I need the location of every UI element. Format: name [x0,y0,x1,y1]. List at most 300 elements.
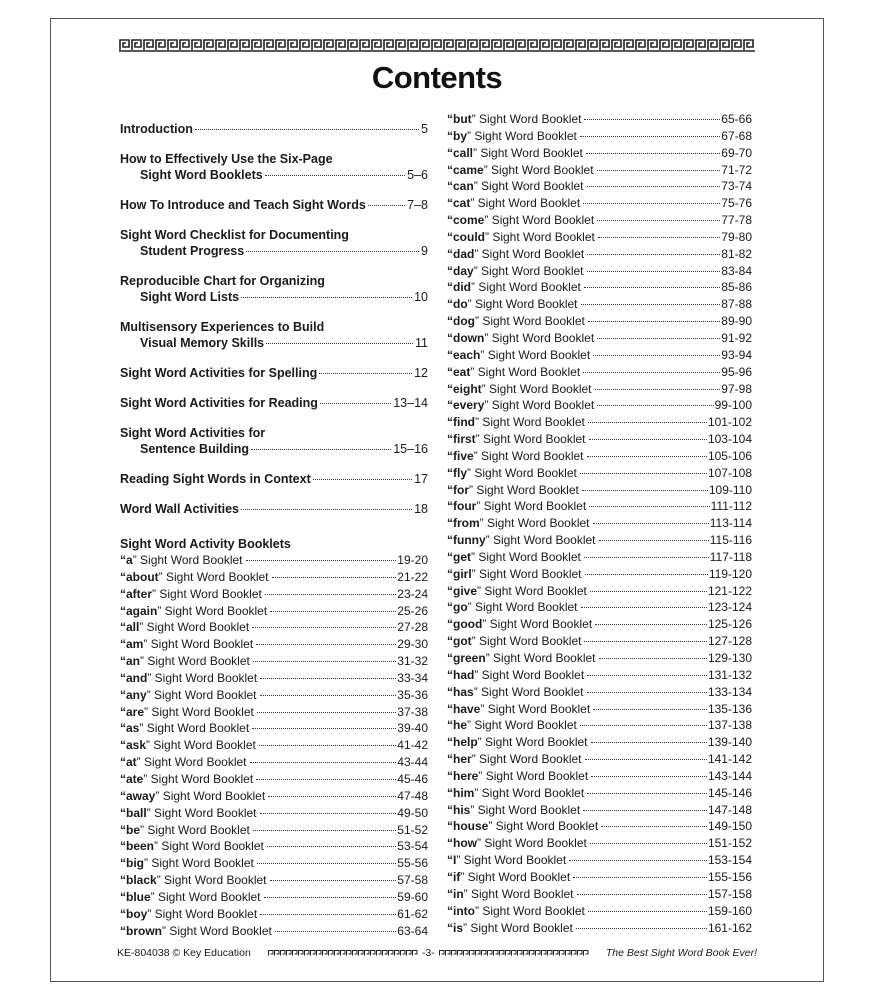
booklet-entry[interactable] [447,583,752,600]
dot-leader [259,745,396,746]
booklet-entry[interactable] [447,549,752,566]
booklet-label: ” Sight Word Booklet [157,603,268,618]
booklet-word: “did [447,280,471,295]
booklet-label: ” Sight Word Booklet [150,889,261,904]
booklet-label: ” Sight Word Booklet [140,822,250,837]
dot-leader [264,897,397,898]
booklet-pages: 155-156 [707,869,752,884]
booklet-entry[interactable] [447,212,752,229]
booklet-entry[interactable] [447,330,752,347]
booklet-entry[interactable] [447,751,752,768]
booklet-entry[interactable] [120,737,428,754]
booklet-label: ” Sight Word Booklet [155,788,266,803]
booklet-entry[interactable] [447,768,752,785]
booklet-label: ” Sight Word Booklet [471,280,581,295]
booklet-label: ” Sight Word Booklet [470,802,581,817]
dot-leader [587,254,720,255]
dot-leader [585,574,708,575]
booklet-entry[interactable] [447,414,752,431]
booklet-pages: 161-162 [707,920,752,935]
booklet-word: “are [120,704,145,719]
dot-leader [583,372,720,373]
booklet-label: ” Sight Word Booklet [479,516,590,531]
dot-leader [580,136,720,137]
booklet-pages: 97-98 [721,381,752,396]
booklet-word: “ate [120,771,144,786]
booklet-entry[interactable] [447,835,752,852]
booklet-entry[interactable] [447,145,752,162]
dot-leader [580,473,707,474]
toc-entry-line [120,441,428,457]
dot-leader [591,742,707,743]
booklet-entry[interactable] [120,586,428,603]
booklet-word: “got [447,634,472,649]
booklet-label: ” Sight Word Booklet [475,432,586,447]
dot-leader [252,728,396,729]
booklet-word: “into [447,903,475,918]
booklet-word: “how [447,836,477,851]
dot-leader [260,914,396,915]
booklet-word: “a [120,553,133,567]
booklet-word: “could [447,229,485,244]
toc-entry-title: Word Wall Activities [120,502,240,516]
toc-entry-title: Visual Memory Skills [140,336,265,350]
booklet-label: ” Sight Word Booklet [485,229,595,244]
booklet-entry[interactable] [120,872,428,889]
booklet-entry[interactable] [120,552,428,569]
toc-entry-page: 9 [421,244,428,258]
booklet-pages: 23-24 [397,586,428,601]
booklet-label: ” Sight Word Booklet [143,637,254,652]
booklet-entry[interactable] [447,599,752,616]
dot-leader [584,119,720,120]
toc-entry-page: 17 [414,472,428,486]
booklet-label: ” Sight Word Booklet [469,482,579,497]
booklet-word: “blue [120,889,151,904]
toc-entry-line [120,395,428,411]
toc-entry[interactable] [120,425,428,457]
booklet-entry[interactable] [447,229,752,246]
booklet-word: “for [447,482,469,497]
dot-leader [587,186,721,187]
dot-leader [587,692,707,693]
booklet-pages: 99-100 [714,398,752,413]
booklet-word: “four [447,499,477,514]
booklet-label: ” Sight Word Booklet [475,415,585,430]
booklet-pages: 151-152 [707,836,752,851]
booklet-entry[interactable] [447,465,752,482]
toc-entry-line [120,365,428,381]
toc-entry-line [120,425,428,441]
booklet-entry[interactable] [447,178,752,195]
booklet-word: “day [447,263,474,278]
booklet-word: “go [447,600,468,615]
booklet-word: “has [447,684,474,699]
booklet-pages: 109-110 [708,482,752,497]
booklet-entry[interactable] [447,381,752,398]
dot-leader [587,675,707,676]
toc-entry[interactable] [120,151,428,183]
booklet-word: “fly [447,465,468,480]
booklet-word: “away [120,788,156,803]
dot-leader [590,591,707,592]
booklet-entry[interactable] [447,347,752,364]
booklet-entry[interactable] [447,263,752,280]
page-title: Contents [371,60,503,95]
booklet-label: ” Sight Word Booklet [473,145,583,160]
booklet-entry[interactable] [120,838,428,855]
toc-entry-title: Sight Word Activities for Spelling [120,366,318,380]
booklet-entry[interactable] [447,802,752,819]
booklet-entry[interactable] [120,687,428,704]
dot-leader [583,810,707,811]
booklet-label: ” Sight Word Booklet [485,651,596,665]
dot-leader [584,641,706,642]
booklet-word: “cat [447,196,471,211]
booklet-pages: 35-36 [397,687,428,702]
booklet-entry[interactable] [447,313,752,330]
booklet-entry[interactable] [120,855,428,872]
booklet-word: “I [447,853,457,868]
booklet-word: “if [447,869,461,884]
booklet-label: ” Sight Word Booklet [144,704,254,719]
booklet-entry[interactable] [447,128,752,145]
toc-entry-line [120,273,428,289]
dot-leader [588,321,720,322]
booklet-label: ” Sight Word Booklet [482,617,593,632]
booklet-entry[interactable] [447,364,752,381]
booklet-entry[interactable] [447,818,752,835]
footer-page-number: -3- [421,947,435,959]
booklet-word: “help [447,735,478,750]
booklet-word: “big [120,856,144,871]
booklet-label: ” Sight Word Booklet [484,213,595,228]
booklet-word: “in [447,886,464,901]
booklet-entry[interactable] [447,701,752,718]
toc-entry-title: Student Progress [140,244,245,258]
booklet-pages: 61-62 [397,906,428,921]
booklet-pages: 121-122 [707,583,752,598]
booklet-pages: 101-102 [707,415,752,430]
dot-leader [241,297,412,298]
booklet-pages: 69-70 [721,145,752,160]
booklet-entry[interactable] [447,566,752,583]
booklet-pages: 29-30 [397,637,428,652]
dot-leader [597,338,720,339]
booklet-entry[interactable] [447,397,752,414]
toc-entry-line [120,121,428,137]
booklet-pages: 105-106 [707,448,752,463]
booklet-pages: 87-88 [721,297,752,312]
booklets-left-list [120,552,428,939]
dot-leader [598,237,720,238]
booklet-label: ” Sight Word Booklet [156,873,267,888]
booklet-pages: 25-26 [397,603,428,618]
booklet-pages: 123-124 [707,600,752,615]
booklet-entry[interactable] [447,111,752,128]
booklet-label: ” Sight Word Booklet [467,128,577,143]
booklet-entry[interactable] [447,650,752,667]
booklet-pages: 47-48 [397,788,428,803]
booklet-label: ” Sight Word Booklet [143,771,254,786]
booklet-entry[interactable] [447,667,752,684]
booklet-entry[interactable] [447,246,752,263]
booklet-pages: 31-32 [397,654,428,669]
toc-entry-line [120,243,428,259]
booklet-label: ” Sight Word Booklet [474,667,585,682]
dot-leader [251,449,391,450]
booklet-pages: 115-116 [709,533,752,548]
dot-leader [582,490,708,491]
dot-leader [246,560,397,561]
toc-entry-page: 18 [414,502,428,516]
booklet-label: ” Sight Word Booklet [483,162,594,177]
booklet-pages: 93-94 [721,347,752,362]
booklet-pages: 57-58 [397,873,428,888]
dot-leader [580,725,707,726]
toc-entry-title: Sentence Building [140,442,250,456]
booklet-word: “from [447,516,480,531]
dot-leader [270,611,396,612]
dot-leader [590,843,707,844]
booklet-pages: 85-86 [721,280,752,295]
booklets-right-list [447,111,752,936]
booklet-entry[interactable] [447,482,752,499]
dot-leader [577,894,707,895]
booklet-label: ” Sight Word Booklet [473,448,584,463]
booklet-entry[interactable] [447,195,752,212]
dot-leader [569,860,707,861]
booklet-entry[interactable] [120,670,428,687]
booklet-pages: 103-104 [707,432,752,447]
booklet-word: “boy [120,906,148,921]
booklet-pages: 139-140 [707,735,752,750]
toc-entry[interactable] [120,197,428,213]
toc-entry[interactable] [120,501,428,517]
booklet-entry[interactable] [447,920,752,937]
toc-entry-line [120,167,428,183]
booklet-label: ” Sight Word Booklet [471,112,582,126]
dot-leader [581,304,721,305]
dot-leader [257,863,396,864]
dot-leader [576,928,707,929]
booklet-pages: 143-144 [707,768,752,783]
booklet-label: ” Sight Word Booklet [470,196,581,211]
booklet-pages: 37-38 [397,704,428,719]
toc-entry[interactable] [120,319,428,351]
booklet-label: ” Sight Word Booklet [158,569,269,584]
booklet-word: “brown [120,923,162,938]
toc-entry-line [120,501,428,517]
booklet-entry[interactable] [120,906,428,923]
booklet-word: “he [447,718,468,733]
booklet-label: ” Sight Word Booklet [162,923,272,938]
booklet-entry[interactable] [447,498,752,515]
booklet-entry[interactable] [447,852,752,869]
toc-entry[interactable] [120,273,428,305]
booklet-label: ” Sight Word Booklet [460,869,571,884]
booklet-pages: 43-44 [397,755,428,770]
dot-leader [589,439,707,440]
dot-leader [270,880,397,881]
booklet-entry[interactable] [120,603,428,620]
booklet-entry[interactable] [447,717,752,734]
toc-entry-page: 5–6 [407,168,428,182]
booklet-entry[interactable] [447,279,752,296]
greek-key-pattern [120,40,753,50]
booklet-entry[interactable] [120,704,428,721]
dot-leader [319,373,412,374]
booklet-label: ” Sight Word Booklet [147,906,258,921]
booklet-label: ” Sight Word Booklet [480,701,591,716]
booklet-entry[interactable] [447,785,752,802]
booklet-entry[interactable] [447,296,752,313]
booklets-heading: Sight Word Activity Booklets [120,537,291,551]
booklet-entry[interactable] [447,684,752,701]
booklet-pages: 63-64 [397,923,428,938]
toc-entry-page: 7–8 [407,198,428,212]
dot-leader [588,911,707,912]
booklet-pages: 125-126 [707,617,752,632]
booklet-word: “can [447,179,474,194]
booklet-word: “at [120,755,137,770]
dot-leader [195,129,419,130]
booklet-entry[interactable] [447,869,752,886]
booklet-entry[interactable] [120,788,428,805]
booklet-entry[interactable] [120,923,428,940]
booklet-entry[interactable] [120,619,428,636]
booklet-entry[interactable] [447,515,752,532]
toc-entry[interactable] [120,365,428,381]
booklet-pages: 81-82 [721,246,752,261]
booklet-entry[interactable] [447,886,752,903]
booklet-label: ” Sight Word Booklet [477,583,587,598]
toc-entry-title: Reproducible Chart for Organizing [120,274,325,288]
booklet-word: “first [447,432,476,447]
dot-leader [585,759,707,760]
booklet-entry[interactable] [120,754,428,771]
booklet-pages: 127-128 [707,634,752,649]
booklet-word: “an [120,654,141,669]
dot-leader [597,405,713,406]
booklet-pages: 55-56 [397,856,428,871]
dot-leader [257,712,396,713]
booklet-label: ” Sight Word Booklet [474,246,585,261]
booklet-entry[interactable] [120,653,428,670]
toc-entry[interactable] [120,227,428,259]
dot-leader [267,846,396,847]
footer-greek-key [268,951,417,956]
dot-leader [587,793,707,794]
booklet-label: ” Sight Word Booklet [484,330,595,345]
booklet-pages: 45-46 [397,771,428,786]
booklet-pages: 131-132 [707,667,752,682]
dot-leader [586,153,720,154]
booklet-label: ” Sight Word Booklet [136,755,247,770]
toc-entry-page: 5 [421,122,428,136]
toc-entry[interactable] [120,121,428,137]
booklet-pages: 117-118 [709,549,752,564]
booklet-entry[interactable] [447,633,752,650]
dot-leader [253,661,396,662]
booklet-word: “came [447,162,484,177]
booklet-pages: 137-138 [707,718,752,733]
booklet-word: “call [447,145,474,160]
booklet-pages: 113-114 [709,516,752,531]
booklet-label: ” Sight Word Booklet [484,398,595,413]
booklet-word: “here [447,768,479,783]
booklet-entry[interactable] [120,771,428,788]
toc-entry[interactable] [120,395,428,411]
booklet-pages: 91-92 [721,330,752,345]
booklet-label: ” Sight Word Booklet [456,853,567,868]
booklet-entry[interactable] [447,162,752,179]
booklet-label: ” Sight Word Booklet [477,836,587,851]
toc-entry[interactable] [120,471,428,487]
booklet-entry[interactable] [120,805,428,822]
dot-leader [595,389,721,390]
dot-leader [593,355,720,356]
booklet-label: ” Sight Word Booklet [147,670,258,685]
booklet-word: “ball [120,805,147,820]
booklet-word: “had [447,667,475,682]
booklet-label: ” Sight Word Booklet [471,549,581,564]
booklet-pages: 73-74 [721,179,752,194]
booklet-label: ” Sight Word Booklet [467,718,577,733]
toc-entry-line [120,151,428,167]
booklet-pages: 51-52 [397,822,428,837]
booklet-label: ” Sight Word Booklet [132,553,243,567]
booklet-entry[interactable] [120,720,428,737]
booklet-word: “all [120,620,140,635]
toc-left-column [120,111,428,939]
booklet-pages: 77-78 [721,213,752,228]
booklet-entry[interactable] [447,734,752,751]
dot-leader [241,509,412,510]
booklet-entry[interactable] [447,616,752,633]
booklet-entry[interactable] [447,903,752,920]
booklet-entry[interactable] [447,431,752,448]
toc-entry-title: Sight Word Activities for [120,426,266,440]
booklet-entry[interactable] [447,448,752,465]
booklet-pages: 83-84 [721,263,752,278]
booklet-entry[interactable] [120,822,428,839]
booklet-entry[interactable] [120,569,428,586]
booklet-word: “am [120,637,144,652]
dot-leader [599,658,707,659]
booklet-entry[interactable] [120,889,428,906]
toc-entry-title: Sight Word Booklets [140,168,263,182]
booklet-entry[interactable] [447,532,752,549]
booklet-pages: 59-60 [397,889,428,904]
booklet-entry[interactable] [120,636,428,653]
booklet-word: “by [447,128,468,143]
dot-leader [573,877,707,878]
booklet-word: “house [447,819,489,834]
booklet-pages: 133-134 [707,684,752,699]
toc-entry-title: How To Introduce and Teach Sight Words [120,198,366,212]
booklet-label: ” Sight Word Booklet [481,381,592,396]
booklet-label: ” Sight Word Booklet [146,805,257,820]
booklet-word: “dog [447,314,475,329]
booklet-pages: 111-112 [710,499,752,514]
booklet-label: ” Sight Word Booklet [475,314,585,329]
dot-leader [250,762,397,763]
booklet-pages: 19-20 [397,553,428,567]
booklet-pages: 107-108 [707,465,752,480]
booklet-word: “funny [447,533,486,548]
booklet-word: “do [447,297,468,312]
